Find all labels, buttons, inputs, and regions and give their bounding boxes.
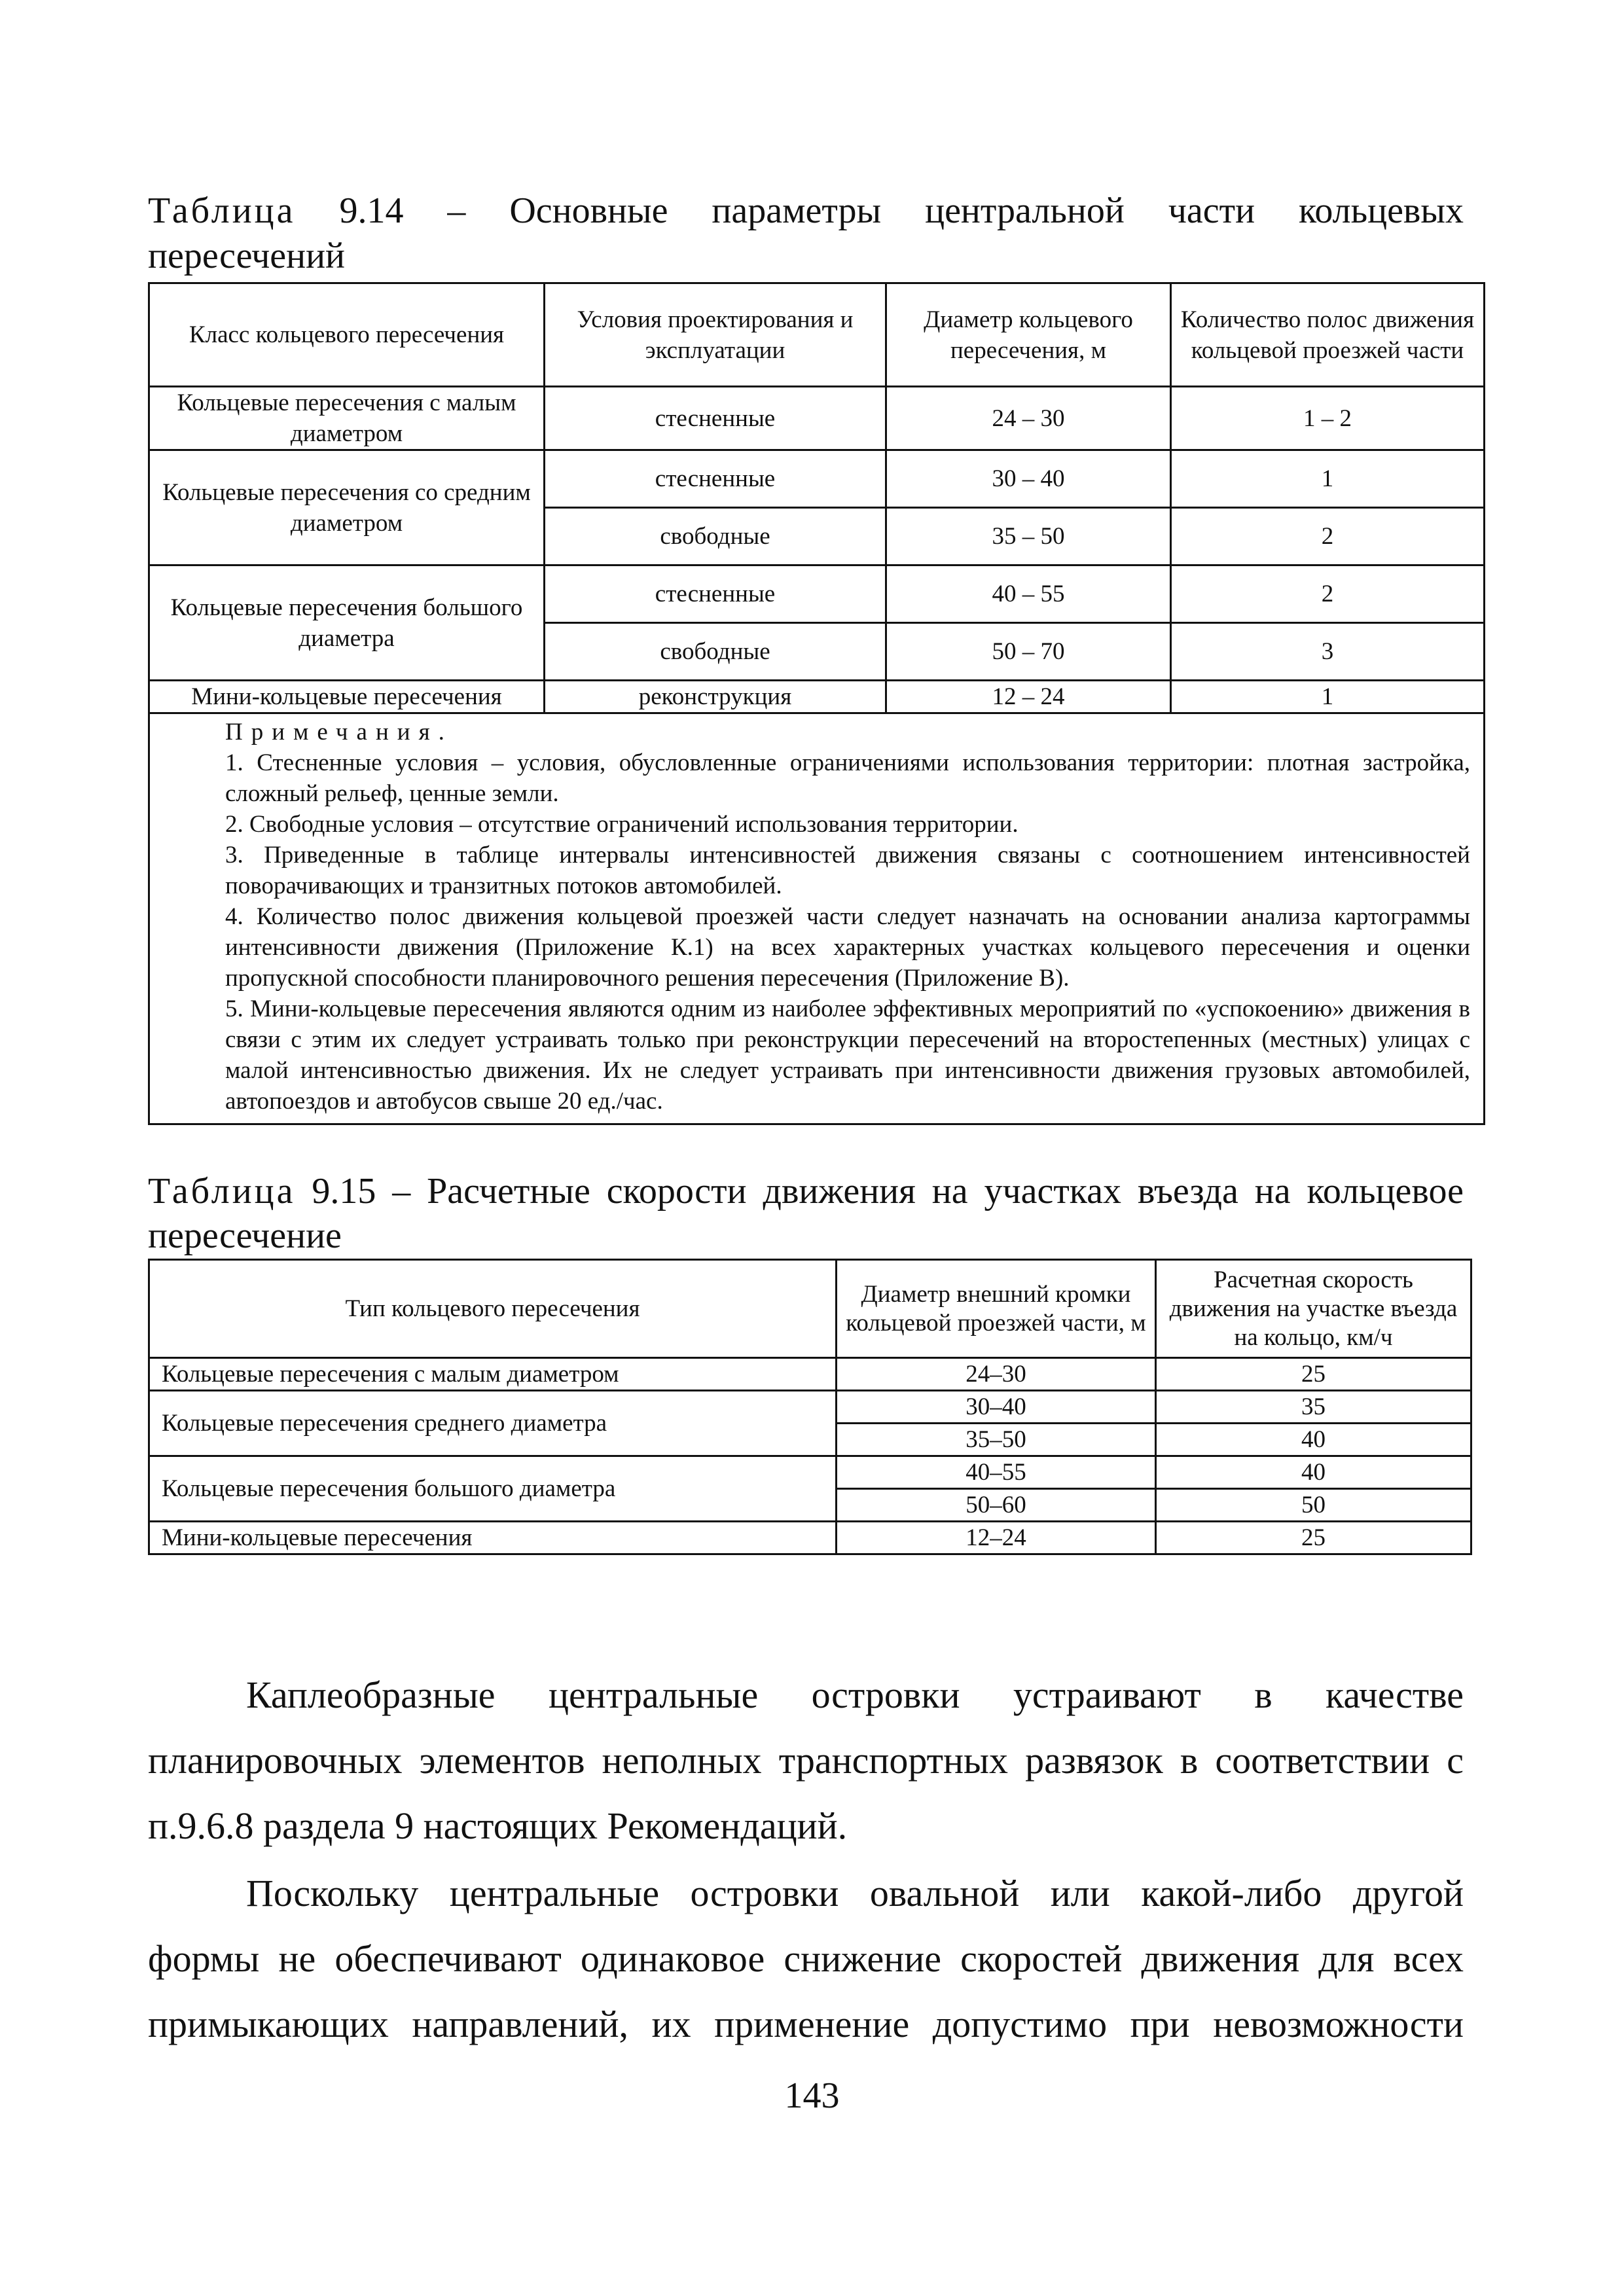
table2-cell-diameter: 40–55 xyxy=(837,1456,1156,1489)
table1-header-lanes: Количество полос движения кольцевой проезжей части xyxy=(1171,283,1485,387)
page-number: 143 xyxy=(784,2075,840,2116)
table1-cell-conditions: стесненные xyxy=(545,450,886,508)
table1-notes xyxy=(149,713,1485,1124)
table1-cell-diameter: 30 – 40 xyxy=(886,450,1171,508)
table2-cell-speed: 35 xyxy=(1156,1391,1471,1424)
table1-header-class: Класс кольцевого пересечения xyxy=(149,283,545,387)
paragraph-line: формы не обеспечивают одинаковое снижение скоростей движения для всех xyxy=(148,1937,1464,1980)
table-row xyxy=(149,387,1485,450)
table1-cell-class: Кольцевые пересечения большого диаметра xyxy=(149,565,545,681)
notes-heading: Примечания. xyxy=(225,719,453,745)
table2-cell-speed: 40 xyxy=(1156,1424,1471,1456)
table2-caption xyxy=(148,1170,1464,1213)
note-item: 2. Свободные условия – отсутствие ограничений использования территории. xyxy=(225,811,1019,838)
table2-cell-diameter: 30–40 xyxy=(837,1391,1156,1424)
table1-caption-line2: пересечений xyxy=(148,236,345,276)
table1-cell-class: Мини-кольцевые пересечения xyxy=(149,681,545,713)
paragraph-line: п.9.6.8 раздела 9 настоящих Рекомендаций. xyxy=(148,1804,848,1847)
table1-cell-lanes: 3 xyxy=(1171,623,1485,681)
table2-cell-diameter: 24–30 xyxy=(837,1358,1156,1391)
note-item: 5. Мини-кольцевые пересечения являются одним из наиболее эффективных мероприятий по «успокоению» движения в связи с этим их следует устраивать только при реконструкции пересечений на второстепенных (местных) улицах с малой интенсивностью движения. Их не следует устраивать при интенсивности движения грузовых автомобилей, автопоездов и автобусов свыше 20 ед./час. xyxy=(225,996,1470,1115)
table2-header-type: Тип кольцевого пересечения xyxy=(149,1260,837,1358)
table1-cell-diameter: 35 – 50 xyxy=(886,508,1171,565)
paragraph-line: Каплеобразные центральные островки устраивают в качестве xyxy=(246,1674,1464,1716)
table-row xyxy=(149,1358,1471,1391)
table2-caption-line2: пересечение xyxy=(148,1215,342,1256)
table-row xyxy=(149,1456,1471,1489)
table-row xyxy=(149,450,1485,508)
table2-cell-speed: 25 xyxy=(1156,1522,1471,1554)
paragraph-2 xyxy=(148,1861,1464,2057)
table-row xyxy=(149,1391,1471,1424)
table-row xyxy=(149,1522,1471,1554)
paragraph-1 xyxy=(148,1662,1464,1859)
table1-cell-diameter: 40 – 55 xyxy=(886,565,1171,623)
table1-caption-text: 9.14 – Основные параметры центральной части кольцевых xyxy=(339,190,1464,231)
table1-cell-lanes: 2 xyxy=(1171,508,1485,565)
table1-cell-lanes: 1 – 2 xyxy=(1171,387,1485,450)
table1-cell-diameter: 24 – 30 xyxy=(886,387,1171,450)
table1-header-diameter: Диаметр кольцевого пересечения, м xyxy=(886,283,1171,387)
table2-header-row xyxy=(149,1260,1471,1358)
table1-cell-conditions: свободные xyxy=(545,623,886,681)
table-9-15 xyxy=(148,1259,1472,1555)
table2-cell-type: Мини-кольцевые пересечения xyxy=(149,1522,837,1554)
table1-header-conditions: Условия проектирования и эксплуатации xyxy=(545,283,886,387)
paragraph-line: примыкающих направлений, их применение допустимо при невозможности xyxy=(148,2003,1464,2045)
table1-cell-conditions: стесненные xyxy=(545,565,886,623)
table2-caption-label: Таблица xyxy=(148,1171,296,1211)
note-item: 1. Стесненные условия – условия, обусловленные ограничениями использования территории: плотная застройка, сложный рельеф, ценные земли. xyxy=(225,749,1470,807)
table2-cell-type: Кольцевые пересечения большого диаметра xyxy=(149,1456,837,1522)
table2-cell-type: Кольцевые пересечения среднего диаметра xyxy=(149,1391,837,1456)
table1-cell-diameter: 50 – 70 xyxy=(886,623,1171,681)
table1-cell-conditions: реконструкция xyxy=(545,681,886,713)
paragraph-line: Поскольку центральные островки овальной или какой-либо другой xyxy=(246,1872,1464,1914)
table1-header-row xyxy=(149,283,1485,387)
table2-cell-speed: 50 xyxy=(1156,1489,1471,1522)
table-row xyxy=(149,565,1485,623)
table1-cell-conditions: свободные xyxy=(545,508,886,565)
table-9-14 xyxy=(148,282,1485,1125)
table2-cell-type: Кольцевые пересечения с малым диаметром xyxy=(149,1358,837,1391)
note-item: 3. Приведенные в таблице интервалы интенсивностей движения связаны с соотношением интенсивностей поворачивающих и транзитных потоков автомобилей. xyxy=(225,842,1470,899)
table1-caption xyxy=(148,189,1464,232)
table2-header-diameter: Диаметр внешний кромки кольцевой проезжей части, м xyxy=(837,1260,1156,1358)
table1-cell-lanes: 2 xyxy=(1171,565,1485,623)
table2-cell-diameter: 12–24 xyxy=(837,1522,1156,1554)
table1-cell-class: Кольцевые пересечения со средним диаметром xyxy=(149,450,545,565)
table1-cell-diameter: 12 – 24 xyxy=(886,681,1171,713)
note-item: 4. Количество полос движения кольцевой проезжей части следует назначать на основании анализа картограммы интенсивности движения (Приложение К.1) на всех характерных участках кольцевого пересечения и оценки пропускной способности планировочного решения пересечения (Приложение В). xyxy=(225,903,1470,992)
paragraph-line: планировочных элементов неполных транспортных развязок в соответствии с xyxy=(148,1739,1464,1782)
table2-cell-diameter: 35–50 xyxy=(837,1424,1156,1456)
table2-cell-speed: 25 xyxy=(1156,1358,1471,1391)
table1-cell-class: Кольцевые пересечения с малым диаметром xyxy=(149,387,545,450)
table1-cell-lanes: 1 xyxy=(1171,681,1485,713)
table2-header-speed: Расчетная скорость движения на участке въезда на кольцо, км/ч xyxy=(1156,1260,1471,1358)
table2-caption-text: 9.15 – Расчетные скорости движения на участках въезда на кольцевое xyxy=(312,1171,1464,1211)
table1-cell-conditions: стесненные xyxy=(545,387,886,450)
table1-cell-lanes: 1 xyxy=(1171,450,1485,508)
table1-notes-row xyxy=(149,713,1485,1124)
table1-caption-label: Таблица xyxy=(148,190,296,231)
table2-cell-speed: 40 xyxy=(1156,1456,1471,1489)
table2-cell-diameter: 50–60 xyxy=(837,1489,1156,1522)
table-row xyxy=(149,681,1485,713)
